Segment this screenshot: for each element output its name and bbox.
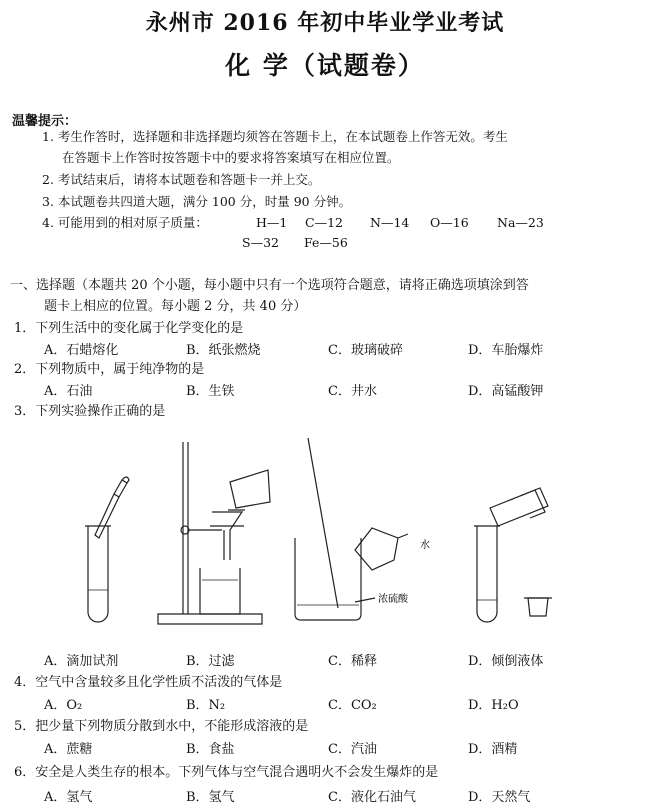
option-d: D．天然气 bbox=[468, 790, 531, 805]
atomic-mass-h: H—1 bbox=[256, 215, 288, 230]
question-stem: 4．空气中含量较多且化学性质不活泼的气体是 bbox=[14, 675, 283, 690]
option-b: B．N₂ bbox=[186, 698, 226, 713]
notice-text: 考试结束后，请将本试题卷和答题卡一并上交。 bbox=[57, 172, 321, 187]
atomic-mass-n: N—14 bbox=[370, 215, 410, 230]
option-c: C．玻璃破碎 bbox=[328, 343, 403, 358]
option-d: D．酒精 bbox=[468, 742, 518, 757]
option-c: C．汽油 bbox=[328, 742, 377, 757]
notice-item-2 bbox=[42, 171, 320, 189]
option-b: B．过滤 bbox=[186, 654, 235, 669]
notice-text: 可能用到的相对原子质量： bbox=[57, 215, 208, 230]
option-a: A．氢气 bbox=[44, 790, 93, 805]
atomic-mass-c: C—12 bbox=[305, 215, 343, 230]
notice-item-1 bbox=[42, 128, 508, 146]
question-stem: 3．下列实验操作正确的是 bbox=[14, 404, 166, 419]
section-heading: 一、选择题（本题共 20 个小题，每小题中只有一个选项符合题意，请将正确选项填涂到答 bbox=[10, 278, 529, 293]
option-c: C．CO₂ bbox=[328, 698, 377, 713]
option-b: B．食盐 bbox=[186, 742, 235, 757]
option-c: C．井水 bbox=[328, 384, 377, 399]
question-stem: 6．安全是人类生存的根本。下列气体与空气混合遇明火不会发生爆炸的是 bbox=[14, 765, 439, 780]
atomic-mass-s: S—32 bbox=[242, 235, 279, 250]
question-stem: 5．把少量下列物质分散到水中，不能形成溶液的是 bbox=[14, 719, 309, 734]
notice-num: 3. bbox=[42, 194, 54, 209]
atomic-mass-fe: Fe—56 bbox=[304, 235, 348, 250]
atomic-mass-na: Na—23 bbox=[497, 215, 544, 230]
option-c: C．液化石油气 bbox=[328, 790, 416, 805]
notice-num: 4. bbox=[42, 215, 54, 230]
option-a: A．O₂ bbox=[44, 698, 83, 713]
dropper-test-tube-illustration bbox=[85, 477, 129, 622]
notice-text: 考生作答时，选择题和非选择题均须答在答题卡上，在本试题卷上作答无效。考生 bbox=[57, 129, 508, 144]
option-d: D．车胎爆炸 bbox=[468, 343, 544, 358]
question-stem: 2．下列物质中，属于纯净物的是 bbox=[14, 362, 205, 377]
acid-label: 浓硫酸 bbox=[378, 594, 408, 605]
option-a: A．滴加试剂 bbox=[44, 654, 119, 669]
notice-heading: 温馨提示： bbox=[12, 114, 78, 129]
section-heading-cont: 题卡上相应的位置。每小题 2 分，共 40 分） bbox=[44, 299, 307, 314]
filtration-illustration bbox=[158, 442, 270, 624]
notice-text: 本试题卷共四道大题，满分 100 分，时量 90 分钟。 bbox=[57, 194, 352, 209]
pouring-liquid-illustration bbox=[474, 488, 552, 622]
option-a: A．石油 bbox=[44, 384, 93, 399]
notice-item-1-cont: 在答题卡上作答时按答题卡中的要求将答案填写在相应位置。 bbox=[62, 150, 400, 165]
option-a: A．蔗糖 bbox=[44, 742, 93, 757]
atomic-mass-o: O—16 bbox=[430, 215, 469, 230]
notice-item-4 bbox=[42, 214, 208, 232]
option-a: A．石蜡熔化 bbox=[44, 343, 119, 358]
notice-item-3 bbox=[42, 193, 351, 211]
option-d: D．H₂O bbox=[468, 698, 519, 713]
exam-title: 永州市 2016 年初中毕业学业考试 bbox=[145, 10, 505, 36]
water-label: 水 bbox=[420, 540, 430, 551]
question-stem: 1．下列生活中的变化属于化学变化的是 bbox=[14, 321, 244, 336]
notice-num: 1. bbox=[42, 129, 54, 144]
option-b: B．氢气 bbox=[186, 790, 235, 805]
option-b: B．纸张燃烧 bbox=[186, 343, 261, 358]
exam-subtitle: 化 学（试题卷） bbox=[225, 51, 425, 80]
option-d: D．高锰酸钾 bbox=[468, 384, 544, 399]
option-b: B．生铁 bbox=[186, 384, 235, 399]
option-c: C．稀释 bbox=[328, 654, 377, 669]
notice-num: 2. bbox=[42, 172, 54, 187]
dilution-illustration bbox=[295, 438, 430, 620]
option-d: D．倾倒液体 bbox=[468, 654, 544, 669]
lab-operations-figure bbox=[0, 430, 650, 645]
